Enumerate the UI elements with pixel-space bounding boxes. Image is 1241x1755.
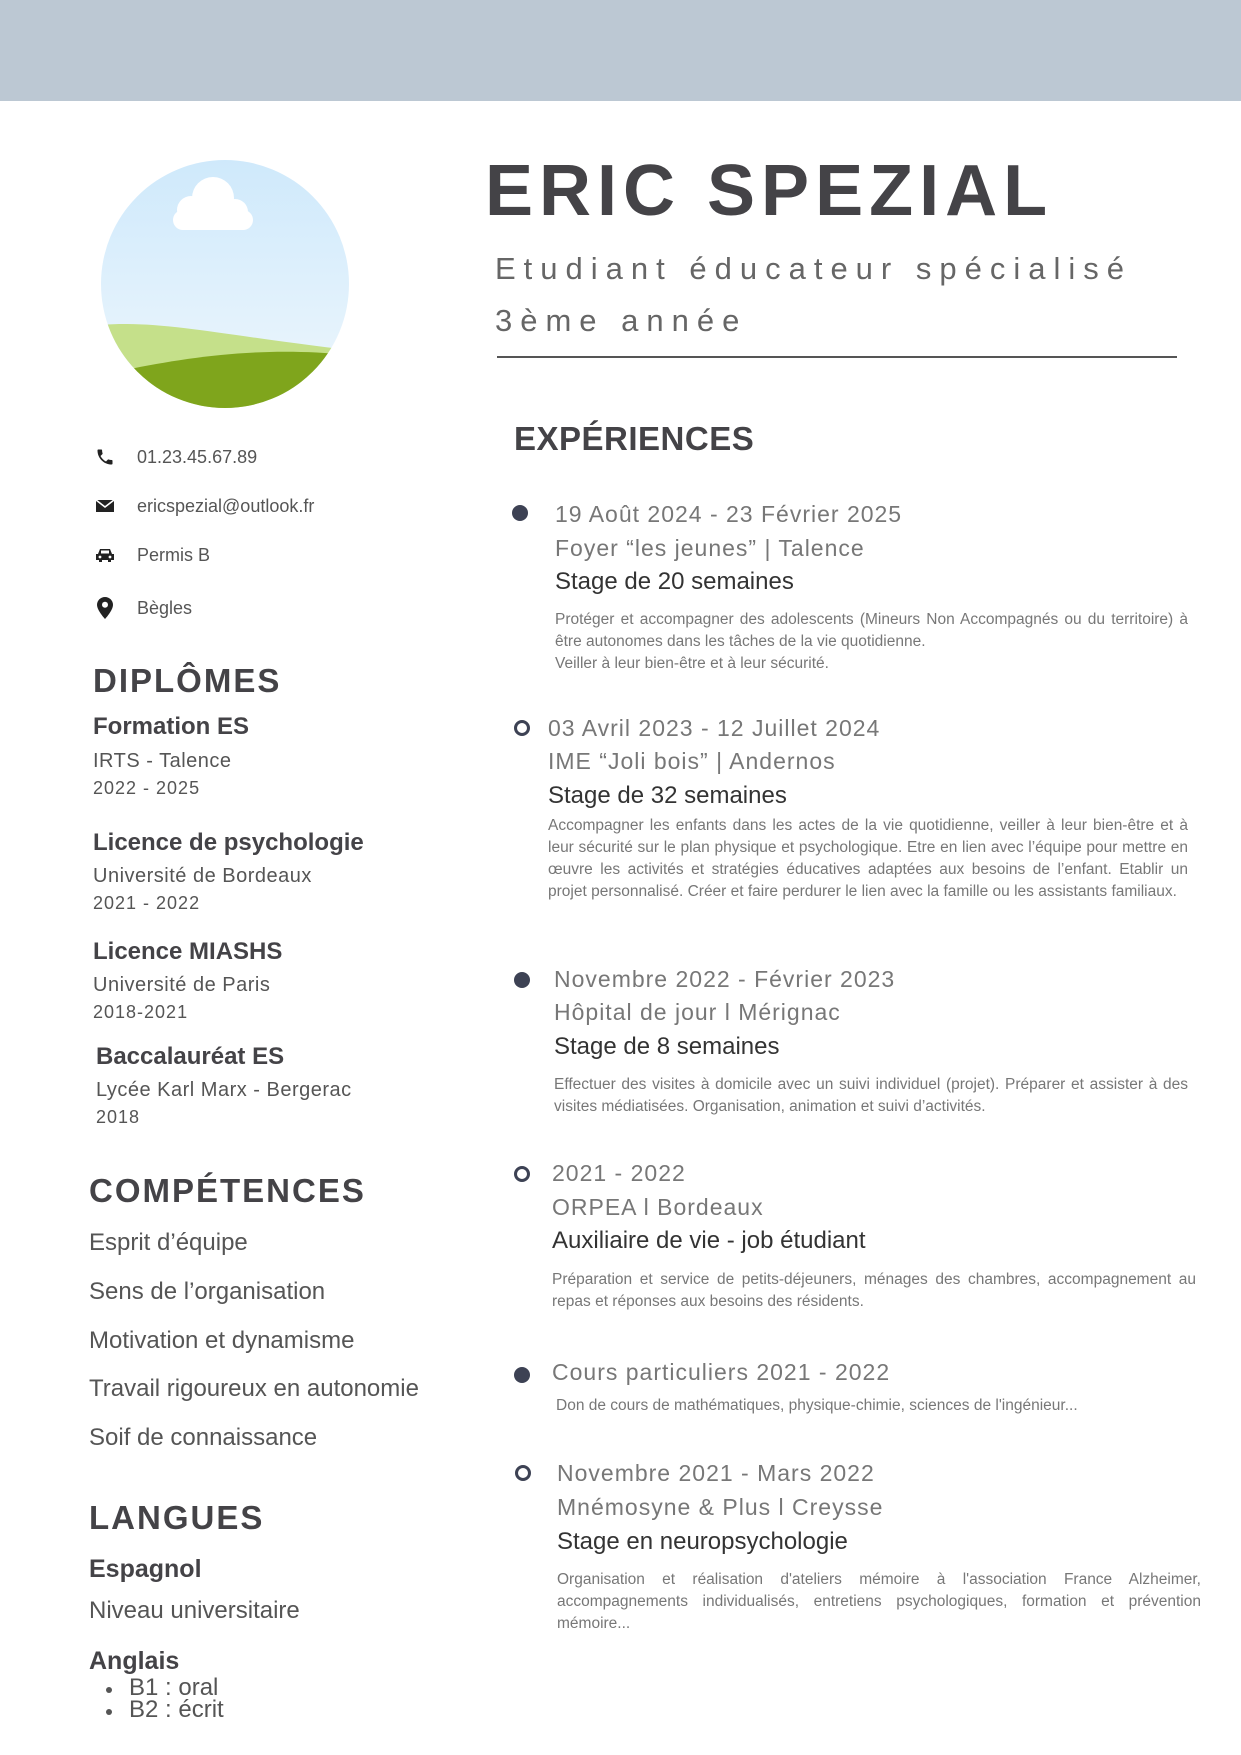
experience-place: Mnémosyne & Plus l Creysse [557, 1494, 884, 1520]
header-divider [497, 356, 1177, 358]
timeline-filled-dot-icon [512, 505, 528, 521]
timeline-hollow-dot-icon [514, 720, 530, 736]
diploma-years: 2018-2021 [93, 1002, 189, 1022]
experience-title: Stage en neuropsychologie [557, 1528, 848, 1555]
diploma-years: 2022 - 2025 [93, 778, 201, 798]
job-title: Etudiant éducateur spécialisé [495, 251, 1132, 286]
experience-date: 03 Avril 2023 - 12 Juillet 2024 [548, 715, 881, 741]
experience-place: ORPEA l Bordeaux [552, 1194, 764, 1220]
contact-email-text: ericspezial@outlook.fr [137, 495, 315, 516]
contact-email [93, 493, 314, 519]
timeline-hollow-dot-icon [514, 1166, 530, 1182]
experience-date: Cours particuliers 2021 - 2022 [552, 1359, 891, 1385]
experience-title: Stage de 8 semaines [554, 1033, 780, 1060]
experience-description: Don de cours de mathématiques, physique-chimie, sciences de l'ingénieur... [556, 1397, 1078, 1414]
timeline-filled-dot-icon [514, 1367, 530, 1383]
diploma-years: 2021 - 2022 [93, 893, 201, 913]
skill-item: Esprit d’équipe [89, 1229, 248, 1256]
skills-heading: COMPÉTENCES [89, 1172, 366, 1209]
experience-description: Accompagner les enfants dans les actes de la vie quotidienne, veiller à leur bien-être et à leur sécurité sur le plan physique et psychologique. Etre en lien avec l’équipe pour mettre en œuvre les activités et stratégies éducatives adaptées aux besoins de l’enfant. Etablir un projet personnalisé. Créer et faire perdurer le lien avec la famille ou les assistants familiaux. [548, 817, 1188, 900]
experience-place: Foyer “les jeunes” | Talence [555, 535, 865, 561]
experiences-heading: EXPÉRIENCES [514, 420, 755, 457]
contact-phone-text: 01.23.45.67.89 [137, 446, 258, 467]
top-banner [0, 0, 1241, 101]
experience-description: Protéger et accompagner des adolescents (Mineurs Non Accompagnés ou du territoire) à être autonomes dans les tâches de la vie quotidienne. [555, 611, 1188, 650]
languages-heading: LANGUES [89, 1499, 265, 1536]
skill-item: Motivation et dynamisme [89, 1327, 355, 1354]
experience-description: Préparation et service de petits-déjeuners, ménages des chambres, accompagnement au repas et réponses aux besoins des résidents. [552, 1271, 1196, 1310]
timeline-filled-dot-icon [514, 972, 530, 988]
experience-description: Veiller à leur bien-être et à leur sécurité. [555, 655, 829, 672]
full-name: ERIC SPEZIAL [485, 151, 1054, 231]
experience-place: Hôpital de jour l Mérignac [554, 999, 841, 1025]
landscape-placeholder-icon [101, 160, 349, 408]
experience-description: Organisation et réalisation d'ateliers mémoire à l'association France Alzheimer, accompagnements individualisés, entretiens psychologiques, formation et prévention mémoire... [557, 1571, 1201, 1632]
study-year: 3ème année [495, 303, 748, 338]
experience-title: Auxiliaire de vie - job étudiant [552, 1227, 866, 1254]
skill-item: Sens de l’organisation [89, 1278, 326, 1305]
diploma-school: Université de Paris [93, 974, 271, 996]
skill-item: Soif de connaissance [89, 1424, 318, 1451]
experience-date: Novembre 2022 - Février 2023 [554, 966, 896, 992]
contact-license-text: Permis B [137, 544, 211, 565]
experience-date: 19 Août 2024 - 23 Février 2025 [555, 501, 903, 527]
experience-title: Stage de 20 semaines [555, 568, 794, 595]
diploma-school: Université de Bordeaux [93, 865, 312, 887]
car-icon [93, 543, 117, 567]
diploma-title: Baccalauréat ES [96, 1043, 285, 1070]
experience-date: Novembre 2021 - Mars 2022 [557, 1460, 875, 1486]
skill-item: Travail rigoureux en autonomie [89, 1375, 419, 1402]
location-pin-icon [93, 596, 117, 620]
language-name: Anglais [89, 1647, 180, 1675]
diploma-title: Licence de psychologie [93, 829, 364, 856]
contact-license [93, 542, 210, 568]
profile-photo [101, 160, 349, 408]
diploma-title: Formation ES [93, 713, 250, 740]
language-levels-list [89, 1674, 224, 1723]
experience-place: IME “Joli bois” | Andernos [548, 748, 836, 774]
experience-date: 2021 - 2022 [552, 1160, 686, 1186]
experience-title: Stage de 32 semaines [548, 782, 787, 809]
diplomas-heading: DIPLÔMES [93, 662, 282, 699]
diploma-title: Licence MIASHS [93, 938, 283, 965]
contact-location-text: Bègles [137, 597, 193, 618]
language-name: Espagnol [89, 1555, 202, 1583]
phone-icon [93, 445, 117, 469]
diploma-school: IRTS - Talence [93, 750, 232, 772]
timeline-hollow-dot-icon [515, 1465, 531, 1481]
mail-icon [93, 494, 117, 518]
diploma-years: 2018 [96, 1107, 141, 1127]
experience-description: Effectuer des visites à domicile avec un suivi individuel (projet). Préparer et assister à des visites médiatisées. Organisation, animation et suivi d’activités. [554, 1076, 1188, 1115]
diploma-school: Lycée Karl Marx - Bergerac [96, 1079, 352, 1101]
language-level: Niveau universitaire [89, 1597, 300, 1624]
language-level: B1 : oral [89, 1677, 224, 1699]
language-level: B2 : écrit [89, 1699, 224, 1721]
contact-location [93, 595, 192, 621]
contact-phone [93, 444, 257, 470]
